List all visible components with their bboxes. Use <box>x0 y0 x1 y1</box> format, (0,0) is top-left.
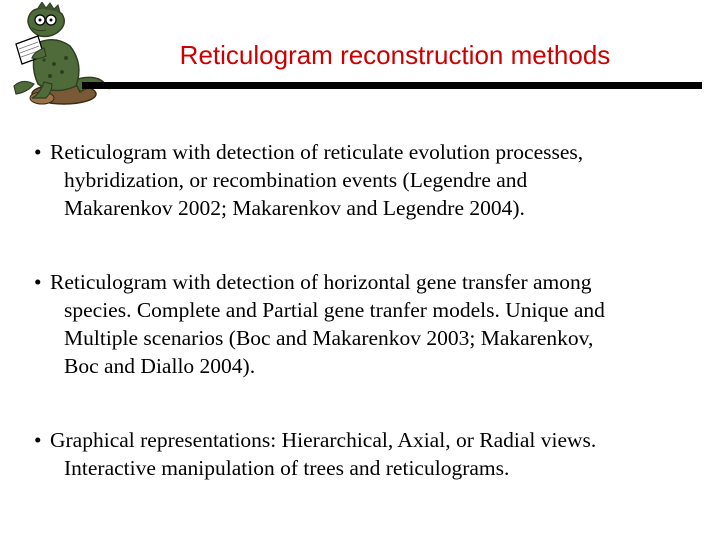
bullet-text: Graphical representations: Hierarchical, Axial, or Radial views. Interactive manipulation of trees and reticulograms. <box>50 428 597 480</box>
bullet-item <box>34 268 714 380</box>
bullet-item <box>34 138 714 222</box>
bullet-point: • <box>34 140 42 164</box>
bullet-item <box>34 426 714 482</box>
bullet-point: • <box>34 270 42 294</box>
slide-title: Reticulogram reconstruction methods <box>179 40 611 70</box>
dinosaur-mascot-icon <box>4 2 112 108</box>
title-divider <box>82 82 702 89</box>
bullet-text: Reticulogram with detection of horizontal gene transfer among species. Complete and Partial gene tranfer models. Unique and Multiple scenarios (Boc and Makarenkov 2003; Makarenkov, Boc and Diallo 2004). <box>50 270 605 378</box>
bullet-point: • <box>34 428 42 452</box>
bullet-text: Reticulogram with detection of reticulate evolution processes, hybridization, or recombination events (Legendre and Makarenkov 2002; Makarenkov and Legendre 2004). <box>50 140 584 220</box>
